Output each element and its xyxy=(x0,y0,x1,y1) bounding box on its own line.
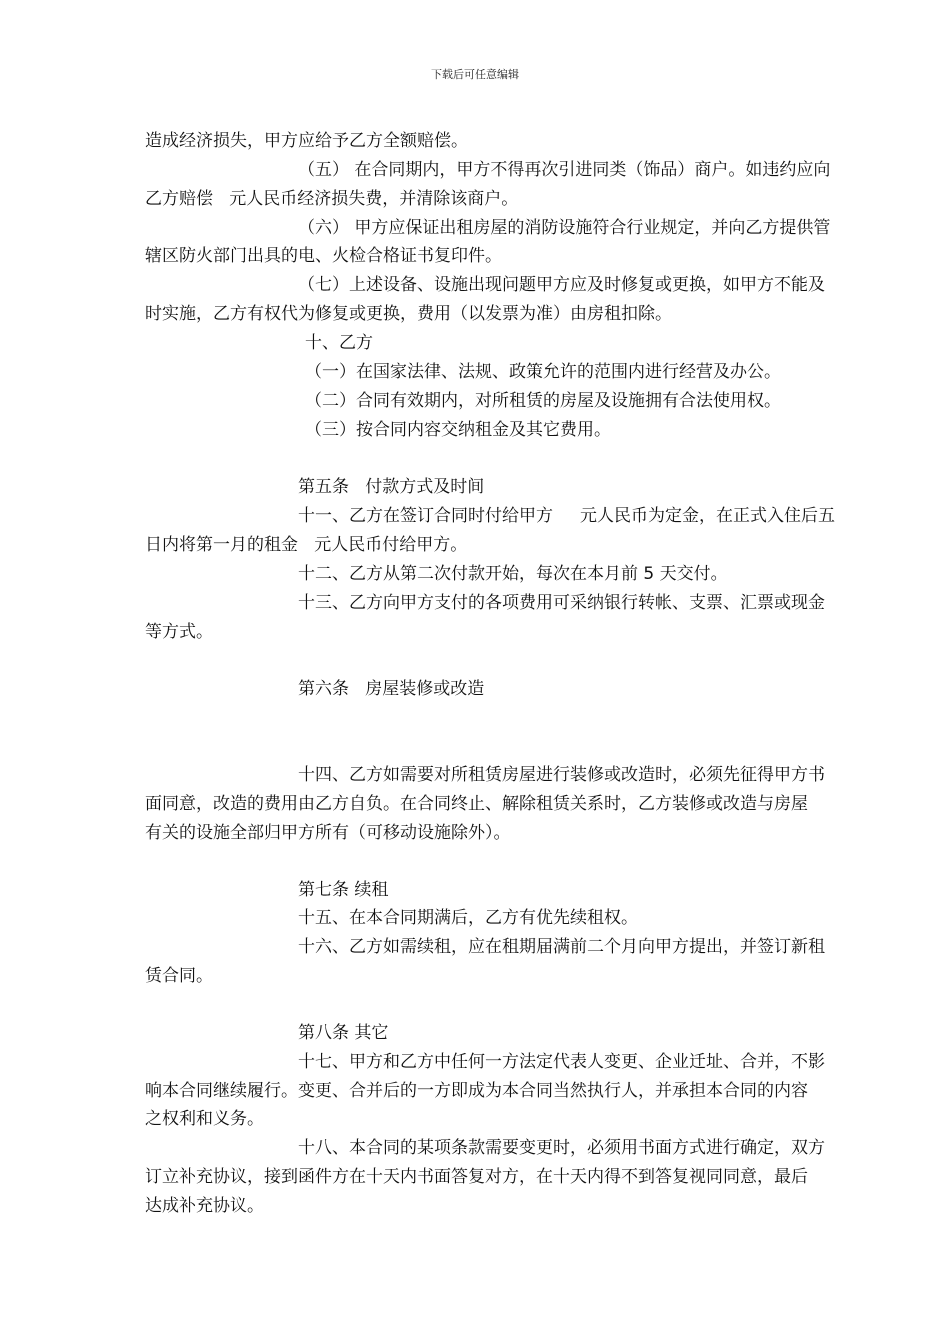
text-line: 十四、乙方如需要对所租赁房屋进行装修或改造时，必须先征得甲方书 xyxy=(298,765,825,785)
text-line: 有关的设施全部归甲方所有（可移动设施除外）。 xyxy=(145,823,511,843)
text-line: 十一、乙方在签订合同时付给甲方 元人民币为定金，在正式入住后五 xyxy=(298,506,836,526)
text-line: （二）合同有效期内，对所租赁的房屋及设施拥有合法使用权。 xyxy=(305,391,781,411)
text-line: 达成补充协议。 xyxy=(145,1196,264,1216)
text-line: 赁合同。 xyxy=(145,966,213,986)
text-line: 造成经济损失，甲方应给予乙方全额赔偿。 xyxy=(145,131,468,151)
text-line: 响本合同继续履行。变更、合并后的一方即成为本合同当然执行人，并承担本合同的内容 xyxy=(145,1081,808,1101)
text-line: （三）按合同内容交纳租金及其它费用。 xyxy=(305,420,611,440)
text-line: （七）上述设备、设施出现问题甲方应及时修复或更换，如甲方不能及 xyxy=(298,275,825,295)
text-line: 面同意，改造的费用由乙方自负。在合同终止、解除租赁关系时，乙方装修或改造与房屋 xyxy=(145,794,808,814)
text-line: 十、乙方 xyxy=(305,333,373,353)
text-line: 十三、乙方向甲方支付的各项费用可采纳银行转帐、支票、汇票或现金 xyxy=(298,593,825,613)
section-heading: 第六条 房屋装修或改造 xyxy=(298,679,485,699)
text-line: 等方式。 xyxy=(145,622,213,642)
text-line: （一）在国家法律、法规、政策允许的范围内进行经营及办公。 xyxy=(305,362,781,382)
text-line: （五） 在合同期内，甲方不得再次引进同类（饰品）商户。如违约应向 xyxy=(298,160,831,180)
page-header: 下载后可任意编辑 xyxy=(431,68,519,81)
text-line: 十二、乙方从第二次付款开始，每次在本月前 5 天交付。 xyxy=(298,564,728,584)
text-line: 十六、乙方如需续租，应在租期届满前二个月向甲方提出，并签订新租 xyxy=(298,937,825,957)
text-line: 乙方赔偿 元人民币经济损失费，并清除该商户。 xyxy=(145,189,519,209)
text-line: 十五、在本合同期满后，乙方有优先续租权。 xyxy=(298,908,638,928)
section-heading: 第八条 其它 xyxy=(298,1023,389,1043)
text-line: 订立补充协议，接到函件方在十天内书面答复对方，在十天内得不到答复视同同意，最后 xyxy=(145,1167,808,1187)
text-line: 十八、本合同的某项条款需要变更时，必须用书面方式进行确定，双方 xyxy=(298,1138,825,1158)
text-line: 之权利和义务。 xyxy=(145,1109,264,1129)
section-heading: 第五条 付款方式及时间 xyxy=(298,477,485,497)
text-line: 辖区防火部门出具的电、火检合格证书复印件。 xyxy=(145,246,502,266)
section-heading: 第七条 续租 xyxy=(298,880,389,900)
text-line: 时实施，乙方有权代为修复或更换，费用（以发票为准）由房租扣除。 xyxy=(145,304,672,324)
text-line: 十七、甲方和乙方中任何一方法定代表人变更、企业迁址、合并，不影 xyxy=(298,1052,825,1072)
text-line: （六） 甲方应保证出租房屋的消防设施符合行业规定，并向乙方提供管 xyxy=(298,218,831,238)
text-line: 日内将第一月的租金 元人民币付给甲方。 xyxy=(145,535,468,555)
